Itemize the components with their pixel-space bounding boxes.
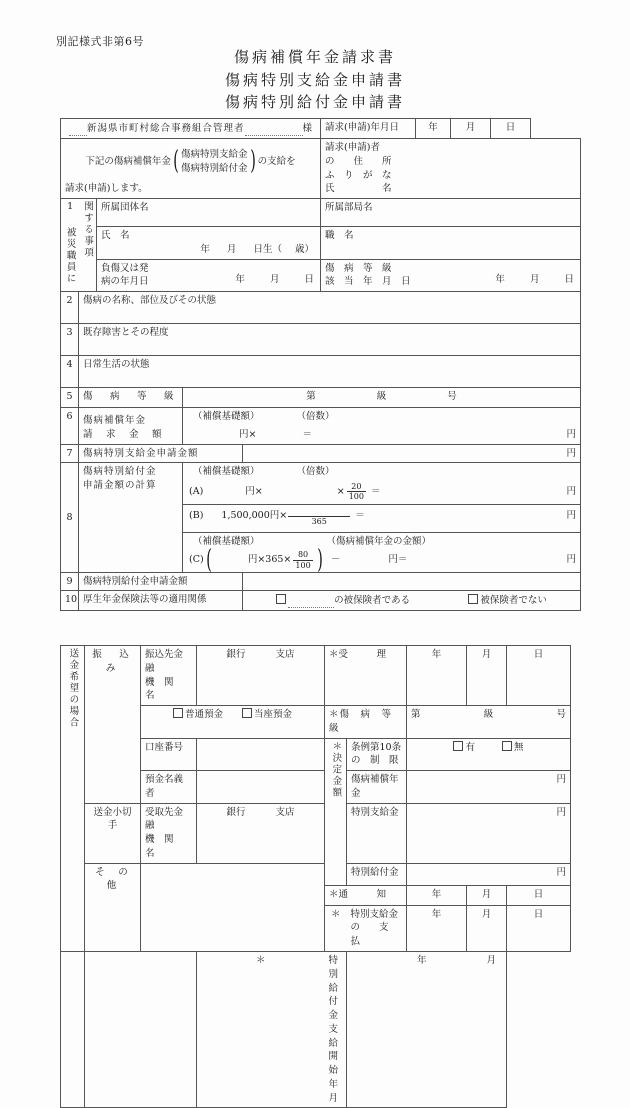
row9-number: 9 xyxy=(61,572,79,591)
special-benefit-amount-value[interactable]: 円 xyxy=(407,863,571,885)
dept-name-label: 所属部局名 xyxy=(325,202,373,214)
row6-mult-label: （倍数） xyxy=(296,411,335,423)
row8-mult-label: （倍数） xyxy=(296,466,335,478)
title-line-3: 傷病特別給付金申請書 xyxy=(224,93,405,111)
row10-label: 厚生年金保険法等の適用関係 xyxy=(79,591,243,611)
title-line-2: 傷病特別支給金申請書 xyxy=(224,70,405,89)
accept-day[interactable]: 日 xyxy=(507,646,571,706)
checkbox-limit-no[interactable] xyxy=(502,741,512,751)
row8-a-times: × xyxy=(336,485,345,497)
job-title-cell[interactable] xyxy=(321,227,581,260)
pension-amount-label: 傷病補償年金 xyxy=(347,771,407,804)
remittance-vertical-title: 送金希望の場合 xyxy=(61,646,85,952)
birth-year: 年 xyxy=(200,243,210,255)
section1-vertical-right: 関する事項 xyxy=(79,199,97,292)
row8-c-base-label: （補償基礎額） xyxy=(193,535,260,547)
title-line-1: 傷病補償年金請求書 xyxy=(233,48,396,66)
row5-number: 5 xyxy=(61,388,79,408)
special-pay-amount-value[interactable]: 円 xyxy=(407,803,571,863)
row8-calc-a[interactable] xyxy=(183,463,581,504)
row8-a-yen: 円 xyxy=(566,485,577,497)
row8-base-label: （補償基礎額） xyxy=(193,466,260,478)
row8-c-paren-left: ( xyxy=(205,544,212,575)
row8-b-yen: 円 xyxy=(566,510,577,522)
section1-vertical-left: 1 被災職員に xyxy=(61,199,79,292)
row8-b-tag: (B) xyxy=(189,510,204,522)
row8-c-paren-right: ) xyxy=(316,544,323,575)
row8-a-fraction: $\frac{20}{100}$ xyxy=(348,482,364,502)
bank-name-value[interactable]: 銀行 支店 xyxy=(197,646,325,706)
row8-calc-b[interactable] xyxy=(183,504,581,532)
other-label: そ の 他 xyxy=(85,863,141,951)
brace-right: ) xyxy=(249,146,256,177)
person-name-label: 氏 名 xyxy=(101,230,130,242)
claim-form-table xyxy=(60,118,581,611)
row8-a-equals: ＝ xyxy=(371,485,381,497)
benefit-start-star: ＊ xyxy=(197,952,325,1108)
row5-dai: 第 xyxy=(306,391,316,403)
account-holder-value[interactable] xyxy=(197,771,325,804)
other-value-bottom[interactable] xyxy=(85,952,197,1108)
notice-year[interactable]: 年 xyxy=(407,885,467,905)
grade-date-value[interactable]: 年 月 日 xyxy=(416,259,581,292)
checkbox-insured[interactable] xyxy=(276,594,286,604)
row6-calc[interactable] xyxy=(183,408,581,445)
row8-c-yen: 円 xyxy=(566,554,577,566)
row5-label: 傷 病 等 級 xyxy=(79,388,183,408)
special-pay-date-label: 特別支給金 の 支 払 xyxy=(347,905,407,951)
check-remit-label: 送金小切手 xyxy=(85,803,141,863)
accept-year[interactable]: 年 xyxy=(407,646,467,706)
birth-month: 月 xyxy=(226,243,237,255)
row2-number: 2 xyxy=(61,292,79,324)
row6-base-label: （補償基礎額） xyxy=(193,411,260,423)
grade-date-label: 傷 病 等 級 該 当 年 月 日 xyxy=(321,259,416,292)
row7-label: 傷病特別支給金申請金額 xyxy=(79,444,243,463)
row7-value[interactable] xyxy=(243,444,581,463)
form-number: 別記様式非第6号 xyxy=(56,35,144,48)
row8-a-yen-mul: 円× xyxy=(245,485,263,497)
account-number-value[interactable] xyxy=(197,738,325,771)
row6-label: 傷病補償年金 請 求 金 額 xyxy=(79,408,183,445)
claim-date-day[interactable]: 日 xyxy=(491,119,531,139)
row10-number: 10 xyxy=(61,591,79,611)
row9-label: 傷病特別給付金申請金額 xyxy=(79,572,243,591)
row8-number: 8 xyxy=(61,463,79,572)
row8-label: 傷病特別給付金 申請金額の計算 xyxy=(79,463,183,572)
person-name-cell[interactable] xyxy=(97,227,321,260)
org-name-label: 所属団体名 xyxy=(101,202,149,214)
special-pay-year[interactable]: 年 xyxy=(407,905,467,951)
checkbox-limit-yes[interactable] xyxy=(453,741,463,751)
row2-label: 傷病の名称、部位及びその状態 xyxy=(83,295,217,307)
article10-limit-label: 条例第10条 の 制 限 xyxy=(347,738,407,771)
brace-left: ( xyxy=(173,146,179,177)
row8-calc-c[interactable] xyxy=(183,532,581,575)
row10-option-insured[interactable]: の被保険者である xyxy=(276,593,410,608)
row10-options[interactable] xyxy=(243,591,581,611)
special-pay-amount-label: 特別支給金 xyxy=(347,803,407,863)
benefit-start-vertical-title xyxy=(61,952,85,1108)
row3-cell[interactable] xyxy=(79,324,581,356)
statement-lead: 下記の傷病補償年金 xyxy=(85,155,171,167)
row5-go: 号 xyxy=(447,391,457,403)
limit-no-option[interactable]: 無 xyxy=(502,742,524,753)
decided-amount-vertical: ＊決定金額 xyxy=(325,738,347,885)
special-benefit-amount-label: 特別給付金 xyxy=(347,863,407,885)
brace-content: 傷病特別支給金 傷病特別給付金 xyxy=(181,149,248,174)
row6-number: 6 xyxy=(61,408,79,445)
special-pay-month[interactable]: 月 xyxy=(467,905,507,951)
org-name-cell[interactable] xyxy=(97,199,321,227)
row8-c-fraction: $\frac{80}{100}$ xyxy=(295,550,311,570)
checkbox-not-insured[interactable] xyxy=(468,594,478,604)
accept-label: ＊受 理 xyxy=(325,646,407,706)
article10-limit-options[interactable] xyxy=(407,738,571,771)
row5-kyu: 級 xyxy=(376,391,387,403)
row8-b-equals: ＝ xyxy=(355,510,365,522)
row7-yen: 円 xyxy=(566,447,577,459)
claim-statement-cell xyxy=(61,139,321,199)
claimant-label-2: の 住 所 xyxy=(325,155,392,167)
checkbox-current-deposit[interactable] xyxy=(242,708,252,718)
official-grade-label: ＊傷 病 等 級 xyxy=(325,706,407,739)
notice-day[interactable]: 日 xyxy=(507,885,571,905)
claim-date-year[interactable]: 年 xyxy=(416,119,451,139)
addressee-honorific: 様 xyxy=(302,123,313,134)
row3-number: 3 xyxy=(61,324,79,356)
other-value[interactable] xyxy=(141,863,325,951)
row8-b-fraction: 365 xyxy=(288,507,350,527)
remittance-table xyxy=(60,645,571,1108)
addressee-name: 新潟県市町村総合事務組合管理者 xyxy=(87,123,245,134)
claimant-label-4: 氏 名 xyxy=(325,183,392,195)
pension-amount-value[interactable]: 円 xyxy=(407,771,571,804)
form-titles xyxy=(0,46,630,114)
row4-cell[interactable] xyxy=(79,356,581,388)
bank-name-label: 振込先金融 機 関 名 xyxy=(141,646,197,706)
official-grade-value[interactable]: 第 級 号 xyxy=(407,706,571,739)
injury-date-label: 負傷又は発 病の年月日 xyxy=(97,259,169,292)
deposit-ordinary-option[interactable]: 普通預金 xyxy=(173,709,226,720)
row9-value[interactable] xyxy=(243,572,581,591)
row6-yen-mul: 円× xyxy=(239,428,257,440)
row4-number: 4 xyxy=(61,356,79,388)
notice-label: ＊通 知 xyxy=(325,885,407,905)
row8-c-yen-eq: 円＝ xyxy=(388,554,408,566)
row2-cell[interactable] xyxy=(79,292,581,324)
dept-name-cell[interactable] xyxy=(321,199,581,227)
accept-month[interactable]: 月 xyxy=(467,646,507,706)
row6-yen: 円 xyxy=(566,428,577,440)
statement-mid: の支給を xyxy=(257,155,296,167)
notice-month[interactable]: 月 xyxy=(467,885,507,905)
transfer-label: 振 込 み xyxy=(85,646,141,804)
claimant-label-1: 請求(申請)者 xyxy=(325,142,380,153)
statement-end: 請求(申請)します。 xyxy=(65,182,148,194)
deposit-type-options[interactable] xyxy=(141,706,325,739)
row8-b-amount: 1,500,000円× xyxy=(221,510,288,522)
claim-date-label: 請求(申請)年月日 xyxy=(321,119,416,139)
account-number-label: 口座番号 xyxy=(141,738,197,771)
deposit-current-option[interactable]: 当座預金 xyxy=(242,709,292,720)
checkbox-ordinary-deposit[interactable] xyxy=(173,708,183,718)
row8-c-pension-label: （傷病補償年金の金額） xyxy=(326,535,432,547)
row8-c-tag: (C) xyxy=(189,554,204,566)
claimant-label-3: ふ り が な xyxy=(325,169,392,181)
benefit-start-label: 特別給付金 支 給 開 始 年 月 xyxy=(325,952,347,1108)
job-title-label: 職 名 xyxy=(325,230,354,242)
row6-equals: ＝ xyxy=(302,428,312,440)
row3-label: 既存障害とその程度 xyxy=(83,327,169,339)
row7-number: 7 xyxy=(61,444,79,463)
claimant-info-cell[interactable] xyxy=(321,139,581,199)
row4-label: 日常生活の状態 xyxy=(83,359,150,371)
row8-c-yen365: 円×365× xyxy=(247,554,292,566)
row8-c-minus: － xyxy=(330,554,341,566)
addressee-cell xyxy=(61,119,321,139)
special-pay-star: ＊ xyxy=(325,905,347,951)
injury-date-value[interactable]: 年 月 日 xyxy=(169,259,321,292)
birth-day: 日生（ xyxy=(253,243,282,255)
row5-value[interactable] xyxy=(183,388,581,408)
row10-option-not-insured[interactable]: 被保険者でない xyxy=(468,594,547,608)
limit-yes-option[interactable]: 有 xyxy=(453,742,478,753)
account-holder-label: 預金名義者 xyxy=(141,771,197,804)
recv-bank-label: 受取先金融 機 関 名 xyxy=(141,803,197,863)
recv-bank-value[interactable]: 銀行 支店 xyxy=(197,803,325,863)
birth-age: 歳） xyxy=(295,243,315,255)
benefit-start-value[interactable]: 年 月 xyxy=(347,952,507,1108)
special-pay-day[interactable]: 日 xyxy=(507,905,571,951)
row8-a-tag: (A) xyxy=(189,485,204,497)
claim-date-month[interactable]: 月 xyxy=(451,119,491,139)
